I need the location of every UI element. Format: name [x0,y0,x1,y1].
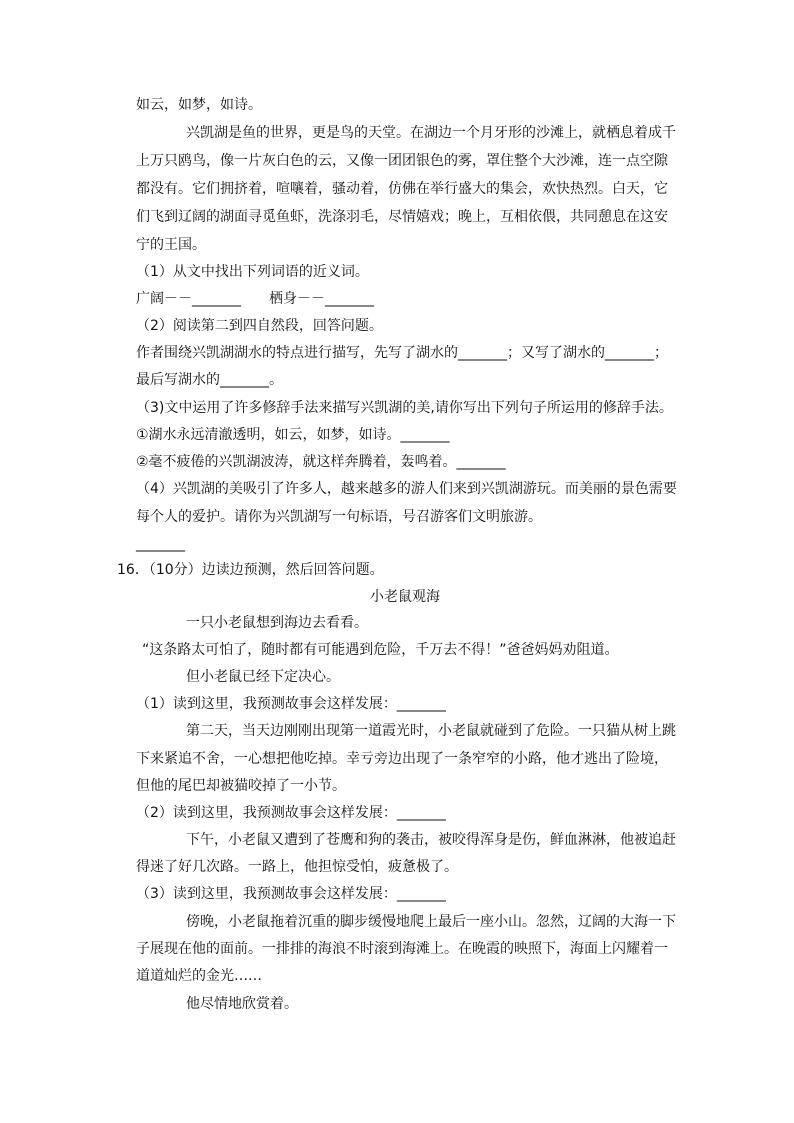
passage-line: 如云，如梦，如诗。 [136,97,262,113]
prediction-line: （2）读到这里，我预测故事会这样发展：_______ [136,805,446,821]
story-line: 但小老鼠已经下定决心。 [186,669,340,685]
question-line: ②毫不疲倦的兴凯湖波涛，就这样奔腾着，轰鸣着。_______ [136,454,506,470]
story-line: “这条路太可怕了，随时都有可能遇到危险，千万去不得！”爸爸妈妈劝阻道。 [142,642,619,658]
prediction-line: （3）读到这里，我预测故事会这样发展：_______ [136,886,446,902]
passage-line: 宁的王国。 [136,237,206,253]
question-line: 作者围绕兴凯湖湖水的特点进行描写，先写了湖水的_______；又写了湖水的_______； [136,345,668,361]
story-line: 下来紧追不舍，一心想把他吃掉。幸亏旁边出现了一条窄窄的小路，他才逃出了险境， [136,751,668,767]
question-line: （1）从文中找出下列词语的近义词。 [136,264,369,280]
passage-line: 上万只鸥鸟，像一片灰白色的云，又像一团团银色的雾，罩住整个大沙滩，连一点空隙 [136,153,668,169]
story-line: 但他的尾巴却被猫咬掉了一小节。 [136,778,346,794]
story-line: 他尽情地欣赏着。 [186,996,298,1012]
question-line: 每个人的爱护。请你为兴凯湖写一句标语，号召游客们文明旅游。 [136,509,542,525]
passage-line: 们飞到辽阔的湖面寻觅鱼虾，洗涤羽毛，尽情嬉戏；晚上，互相依偎，共同憩息在这安 [136,209,668,225]
question-line: （4）兴凯湖的美吸引了许多人，越来越多的游人们来到兴凯湖游玩。而美丽的景色需要 [136,481,677,497]
question-line: （3)文中运用了许多修辞手法来描写兴凯湖的美,请你写出下列句子所运用的修辞手法。 [136,400,673,416]
story-line: 第二天，当天边刚刚出现第一道霞光时，小老鼠就碰到了危险。一只猫从树上跳 [186,723,676,739]
story-line: 下午，小老鼠又遭到了苍鹰和狗的袭击，被咬得浑身是伤，鲜血淋淋，他被追赶 [186,832,676,848]
question-line: ①湖水永远清澈透明，如云，如梦，如诗。_______ [136,427,450,443]
story-line: 得迷了好几次路。一路上，他担惊受怕，疲惫极了。 [136,859,458,875]
question-heading: 16．（10分）边读边预测，然后回答问题。 [117,562,384,578]
question-line: （2）阅读第二到四自然段，回答问题。 [136,318,383,334]
story-line: 一只小老鼠想到海边去看看。 [186,615,368,631]
answer-blank-line: 广阔－－_______ 栖身－－_______ [136,291,374,307]
passage-line: 都没有。它们拥挤着，喧嚷着，骚动着，仿佛在举行盛大的集会，欢快热烈。白天，它 [136,181,668,197]
prediction-line: （1）读到这里，我预测故事会这样发展：_______ [136,696,446,712]
question-line: 最后写湖水的_______。 [136,372,283,388]
passage-line: 兴凯湖是鱼的世界，更是鸟的天堂。在湖边一个月牙形的沙滩上，就栖息着成千 [186,125,676,141]
story-line: 傍晚，小老鼠拖着沉重的脚步缓慢地爬上最后一座小山。忽然，辽阔的大海一下 [186,914,676,930]
story-title: 小老鼠观海 [370,589,440,605]
answer-blank-line: _______ [136,536,185,552]
story-line: 子展现在他的面前。一排排的海浪不时滚到海滩上。在晚霞的映照下，海面上闪耀着一 [136,941,668,957]
story-line: 道道灿烂的金光…… [136,968,262,984]
